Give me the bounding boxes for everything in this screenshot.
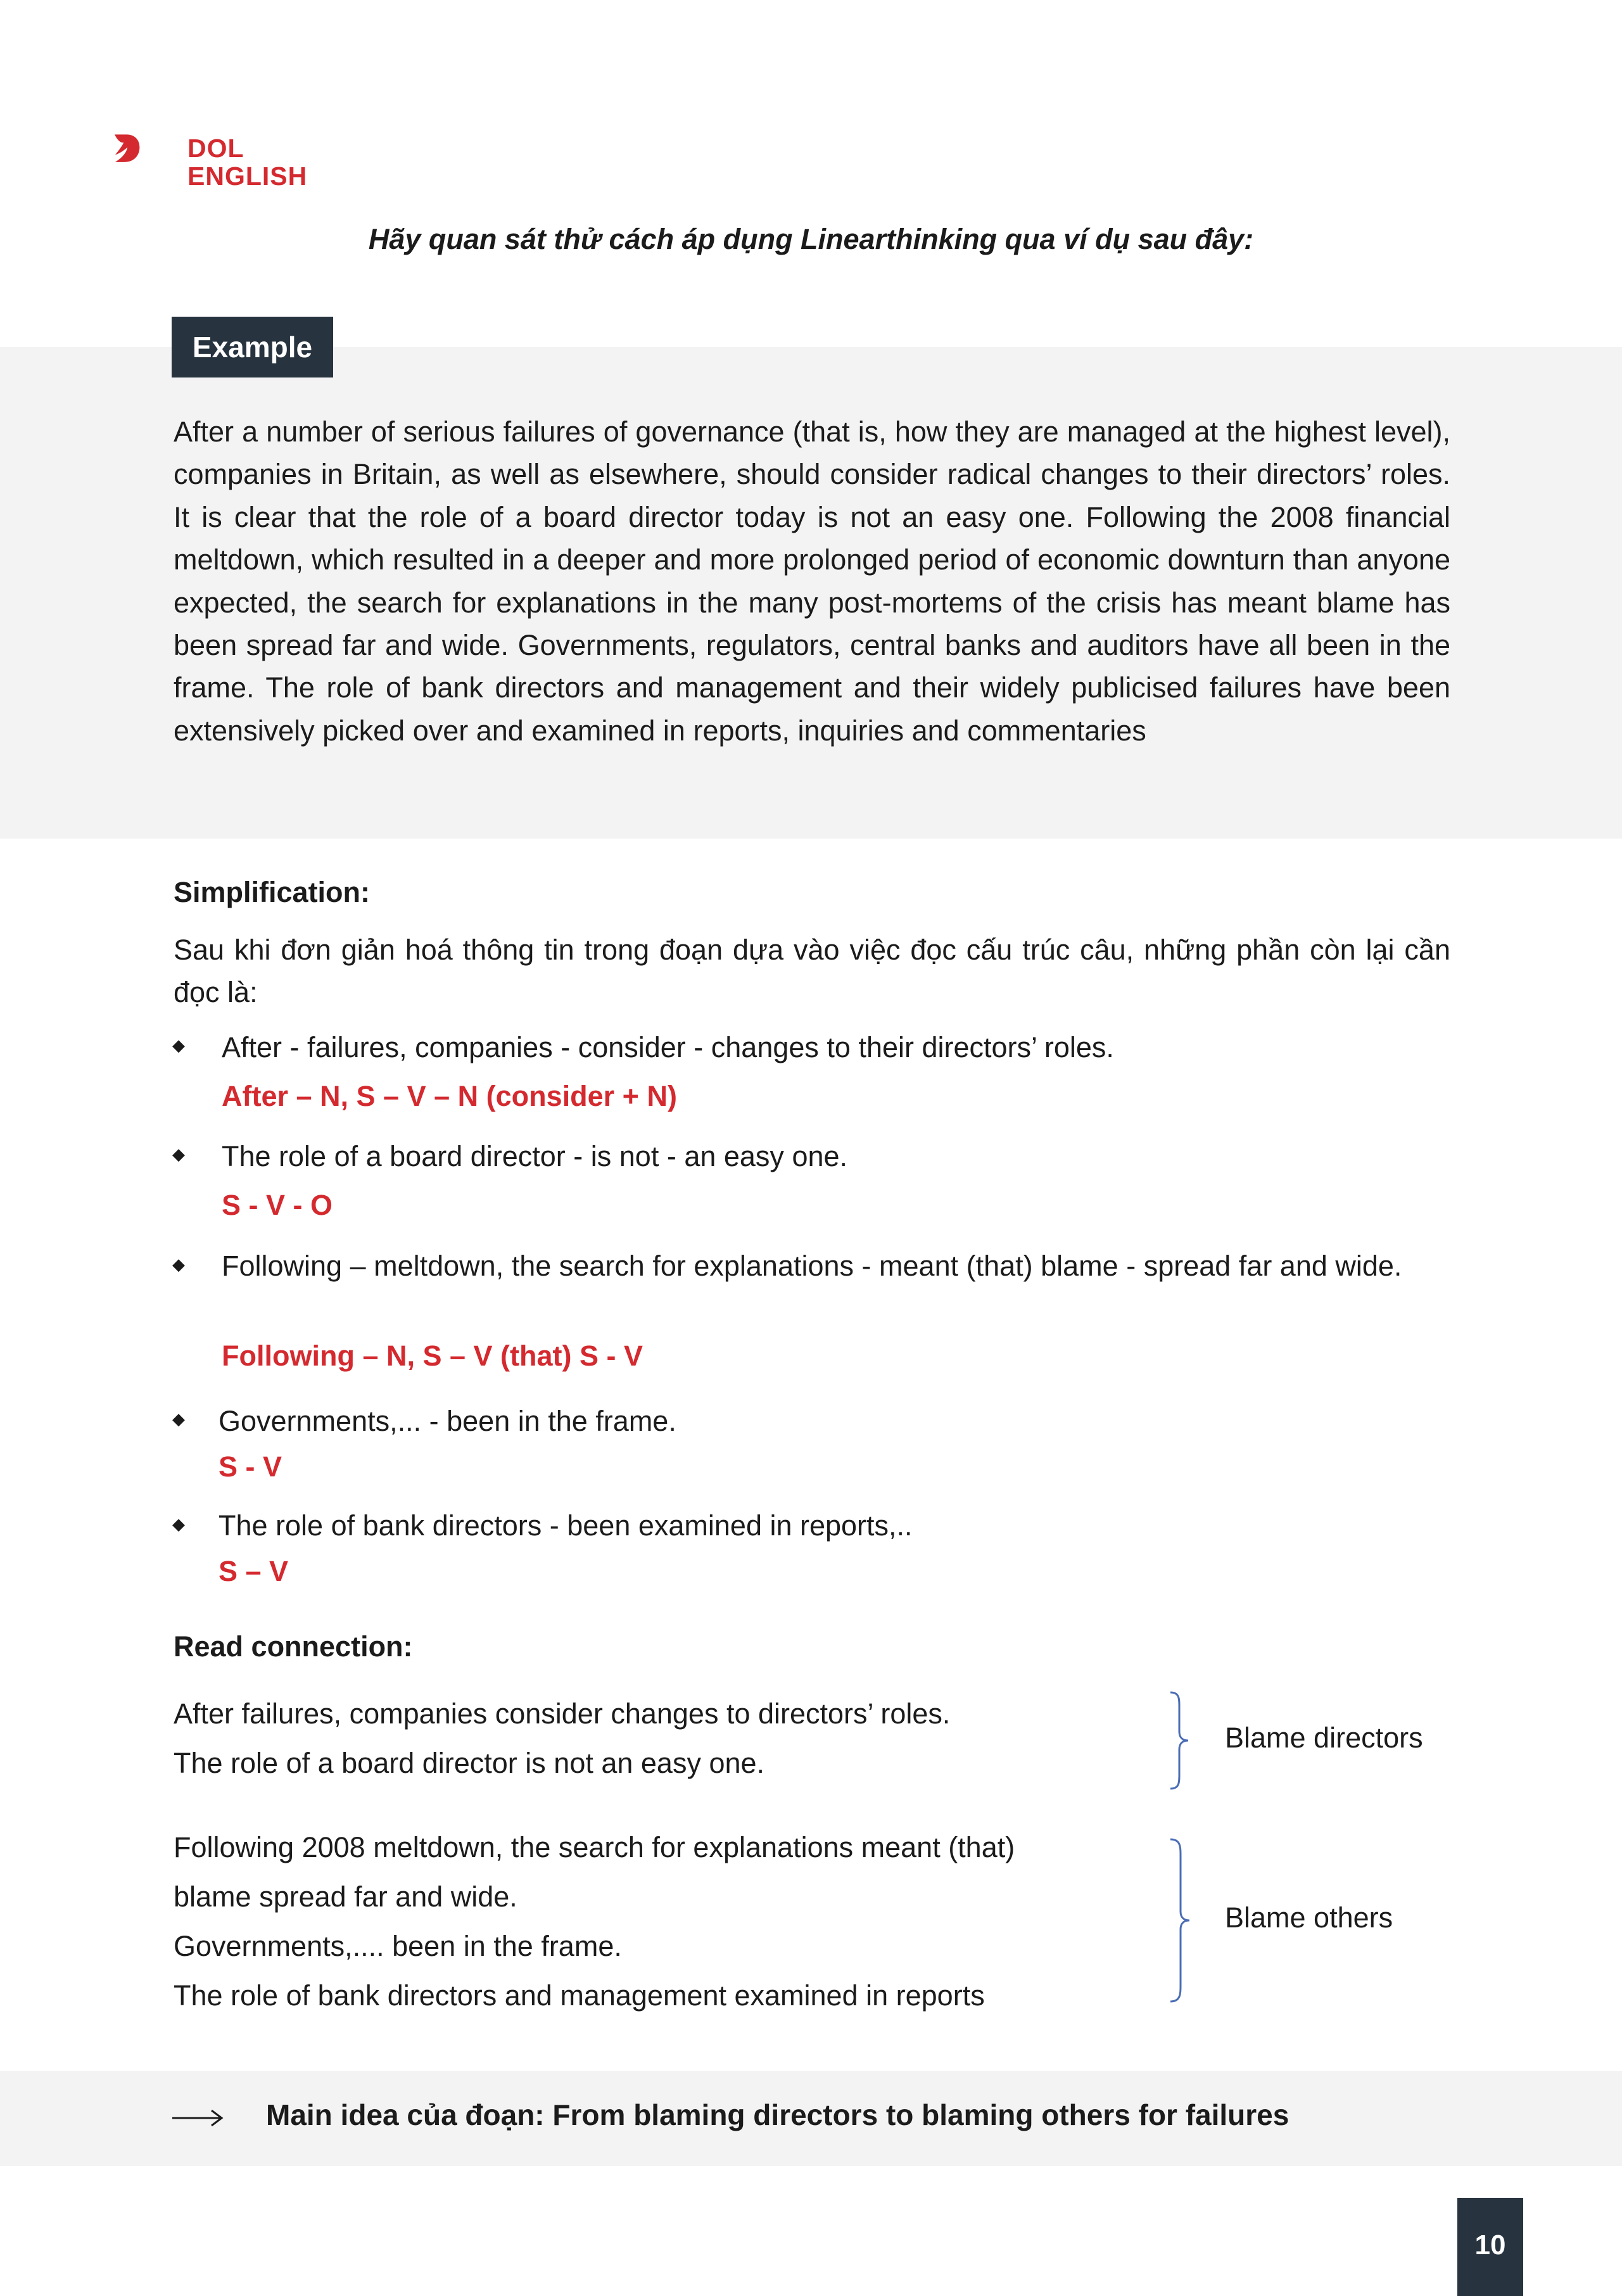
example-paragraph: After a number of serious failures of governance (that is, how they are managed at the highest level), companies in Britain, as well as elsewhere, should consider radical changes to their directors’ roles. It is clear that the role of a board director today is not an easy one. Following the 2008 financial meltdown, which resulted in a deeper and more prolonged period of economic downturn than anyone expected, the search for explanations in the many post-mortems of the crisis has meant blame has been spread far and wide. Governments, regulators, central banks and auditors have all been in the frame. The role of bank directors and management and their widely publicised failures have been extensively picked over and examined in reports, inquiries and commentaries <box>174 415 1450 747</box>
intro-line: Hãy quan sát thử cách áp dụng Linearthinking qua ví dụ sau đây: <box>368 223 1254 255</box>
brace-icon <box>1164 1837 1202 2004</box>
connection-line: The role of bank directors and management examined in reports <box>174 1979 985 2012</box>
connection-line: blame spread far and wide. <box>174 1881 517 1913</box>
brand-name <box>187 134 307 190</box>
bullet-icon: ◆ <box>172 1145 185 1164</box>
simplification-item-text: The role of bank directors - been examined in reports,.. <box>219 1509 913 1542</box>
bullet-icon: ◆ <box>172 1514 185 1533</box>
bullet-icon: ◆ <box>172 1255 185 1274</box>
arrow-right-icon <box>171 2102 224 2134</box>
brand-line-1: DOL <box>187 134 244 163</box>
connection-label-others: Blame others <box>1225 1901 1393 1934</box>
simplification-item-text: After - failures, companies - consider - changes to their directors’ roles. <box>222 1031 1114 1063</box>
bullet-icon: ◆ <box>172 1409 185 1428</box>
connection-label-directors: Blame directors <box>1225 1722 1423 1754</box>
simplification-item-text: Following – meltdown, the search for explanations - meant (that) blame - spread far and wide. <box>222 1250 1402 1282</box>
brace-icon <box>1164 1690 1202 1791</box>
simplification-item-formula: S – V <box>219 1555 289 1587</box>
bullet-icon: ◆ <box>172 1036 185 1055</box>
page-number: 10 <box>1457 2198 1523 2296</box>
read-connection-heading: Read connection: <box>174 1630 413 1663</box>
simplification-heading: Simplification: <box>174 876 371 908</box>
simplification-item-formula: S - V - O <box>222 1189 333 1221</box>
simplification-intro: Sau khi đơn giản hoá thông tin trong đoạn dựa vào việc đọc cấu trúc câu, những phần còn lại cần đọc là: <box>174 934 1450 1008</box>
brand-line-2: ENGLISH <box>187 162 308 191</box>
connection-line: Governments,.... been in the frame. <box>174 1930 622 1962</box>
example-tag: Example <box>172 317 333 377</box>
simplification-item-formula: S - V <box>219 1450 282 1483</box>
connection-line: After failures, companies consider changes to directors’ roles. <box>174 1697 951 1730</box>
simplification-item-text: Governments,... - been in the frame. <box>219 1405 676 1437</box>
simplification-item-text: The role of a board director - is not - an easy one. <box>222 1140 848 1172</box>
main-idea: Main idea của đoạn: From blaming directors to blaming others for failures <box>266 2098 1289 2131</box>
simplification-item-formula: After – N, S – V – N (consider + N) <box>222 1080 677 1112</box>
connection-line: The role of a board director is not an easy one. <box>174 1747 765 1779</box>
dol-logo-mark <box>113 109 189 188</box>
simplification-item-formula: Following – N, S – V (that) S - V <box>222 1340 643 1372</box>
connection-line: Following 2008 meltdown, the search for explanations meant (that) <box>174 1831 1015 1863</box>
